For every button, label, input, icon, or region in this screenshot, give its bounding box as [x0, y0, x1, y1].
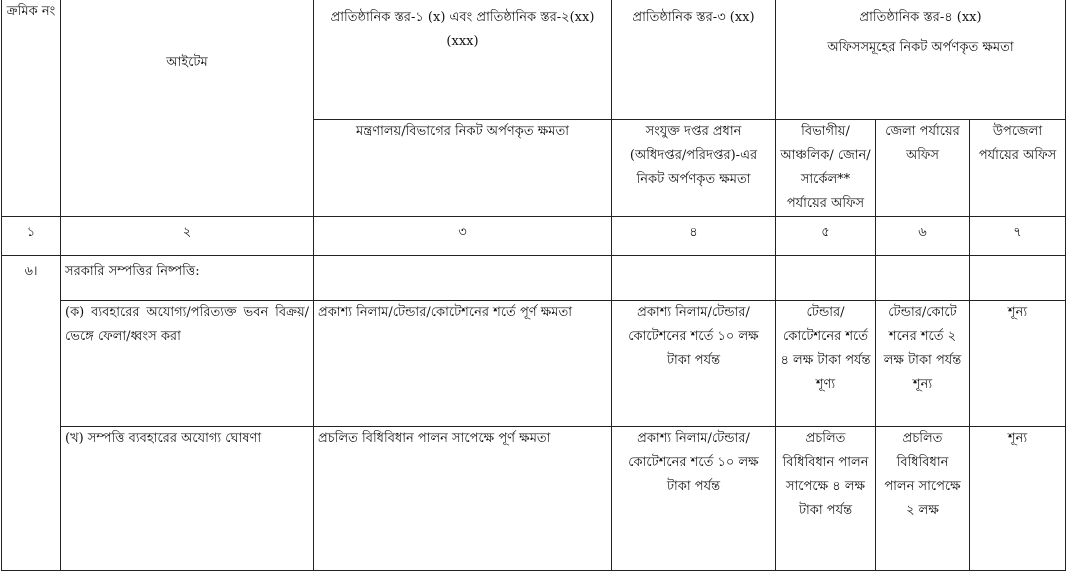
- row-divisional-office: [776, 301, 876, 427]
- header-level-4-subtitle: অফিসসমূহের নিকট অর্পণকৃত ক্ষমতা: [827, 40, 1014, 55]
- column-number: ৫: [776, 217, 876, 256]
- row-item: (খ) সম্পত্তি ব্যবহারের অযোগ্য ঘোষণা: [61, 427, 314, 571]
- column-number: ৪: [612, 217, 776, 256]
- column-number: ৬: [876, 217, 970, 256]
- row-ministry: প্রকাশ্য নিলাম/টেন্ডার/কোটেশনের শর্তে পূর্ণ ক্ষমতা: [314, 301, 612, 427]
- row-divisional-main: টেন্ডার/কোটেশনের শর্তে ৪ লক্ষ টাকা পর্যন্ত: [780, 305, 871, 368]
- row-divisional-office: প্রচলিত বিধিবিধান পালন সাপেক্ষে ৪ লক্ষ টাকা পর্যন্ত: [776, 427, 876, 571]
- row-district-extra: শূন্য: [912, 377, 933, 392]
- column-number: ৩: [314, 217, 612, 256]
- column-number: ১: [2, 217, 61, 256]
- header-level-1-2: প্রাতিষ্ঠানিক স্তর-১ (x) এবং প্রাতিষ্ঠানিক স্তর-২(xx) (xxx): [314, 0, 612, 120]
- section-serial: ৬।: [2, 256, 61, 571]
- table-row: [2, 427, 1066, 571]
- header-level-4: [776, 0, 1066, 120]
- row-directorate: প্রকাশ্য নিলাম/টেন্ডার/কোটেশনের শর্তে ১০ লক্ষ টাকা পর্যন্ত: [612, 301, 776, 427]
- header-item: আইটেম: [61, 0, 314, 217]
- header-level-4-title: প্রাতিষ্ঠানিক স্তর-৪ (xx): [859, 10, 982, 25]
- row-district-office: প্রচলিত বিধিবিধান পালন সাপেক্ষে ২ লক্ষ: [876, 427, 970, 571]
- row-upazila-office: শূন্য: [970, 427, 1066, 571]
- header-divisional-office: বিভাগীয়/আঞ্চলিক/ জোন/সার্কেল** পর্যায়ের অফিস: [776, 120, 876, 217]
- row-district-main: টেন্ডার/কোটে শনের শর্তে ২ লক্ষ টাকা পর্যন্ত: [883, 305, 962, 368]
- row-divisional-extra: শূণ্য: [815, 377, 836, 392]
- header-upazila-office: উপজেলা পর্যায়ের অফিস: [970, 120, 1066, 217]
- row-item: (ক) ব্যবহারের অযোগ্য/পরিত্যক্ত ভবন বিক্রয়/ভেঙ্গে ফেলা/ধ্বংস করা: [61, 301, 314, 427]
- row-ministry: প্রচলিত বিধিবিধান পালন সাপেক্ষে পূর্ণ ক্ষমতা: [314, 427, 612, 571]
- row-district-office: [876, 301, 970, 427]
- row-upazila-office: শূন্য: [970, 301, 1066, 427]
- header-serial: ক্রমিক নং: [2, 0, 61, 217]
- header-level-3: প্রাতিষ্ঠানিক স্তর-৩ (xx): [612, 0, 776, 120]
- section-title: সরকারি সম্পত্তির নিষ্পত্তি:: [61, 256, 314, 301]
- delegation-of-powers-table: [1, 0, 1066, 571]
- row-directorate: প্রকাশ্য নিলাম/টেন্ডার/কোটেশনের শর্তে ১০ লক্ষ টাকা পর্যন্ত: [612, 427, 776, 571]
- header-directorate: সংযুক্ত দপ্তর প্রধান (অধিদপ্তর/পরিদপ্তর)-এর নিকট অর্পণকৃত ক্ষমতা: [612, 120, 776, 217]
- table-row: [2, 301, 1066, 427]
- column-number: ৭: [970, 217, 1066, 256]
- column-number: ২: [61, 217, 314, 256]
- header-ministry: মন্ত্রণালয়/বিভাগের নিকট অর্পণকৃত ক্ষমতা: [314, 120, 612, 217]
- header-district-office: জেলা পর্যায়ের অফিস: [876, 120, 970, 217]
